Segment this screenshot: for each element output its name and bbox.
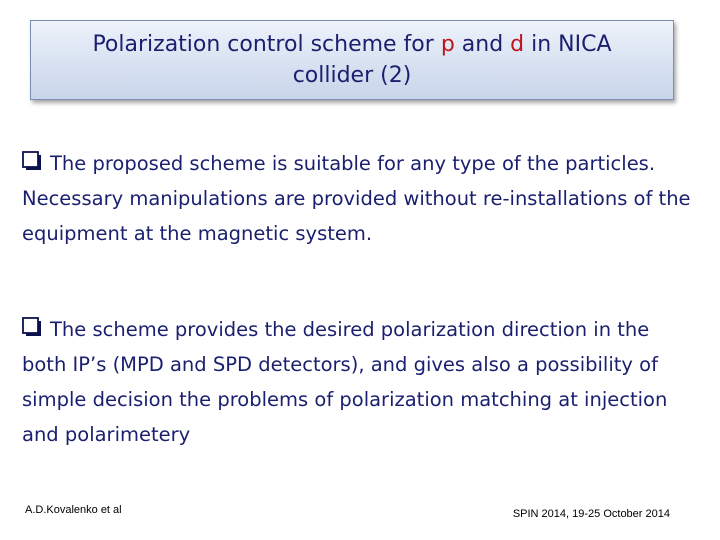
title-and: and <box>454 32 511 57</box>
checkbox-icon <box>22 150 44 172</box>
title-line2: collider (2) <box>292 63 412 88</box>
footer-event: SPIN 2014, 19-25 October 2014 <box>512 508 670 520</box>
checkbox-icon <box>22 316 44 338</box>
title-d: d <box>510 32 525 57</box>
bullet-item-2 <box>22 312 692 452</box>
bullet-text-2: The scheme provides the desired polarization direction in the both IP’s (MPD and SPD detectors), and gives also a possibility of simple decision the problems of polarization matching at injection and polarimetery <box>22 318 668 446</box>
title-p: p <box>440 32 455 57</box>
bullet-item-1 <box>22 146 692 251</box>
slide-title <box>30 20 674 100</box>
bullet-text-1: The proposed scheme is suitable for any type of the particles. Necessary manipulations are provided without re-installations of the equipment at the magnetic system. <box>22 152 691 245</box>
footer-author: A.D.Kovalenko et al <box>25 504 122 516</box>
title-text-part1: Polarization control scheme for <box>92 32 441 57</box>
title-text-part2: in NICA <box>524 32 612 57</box>
